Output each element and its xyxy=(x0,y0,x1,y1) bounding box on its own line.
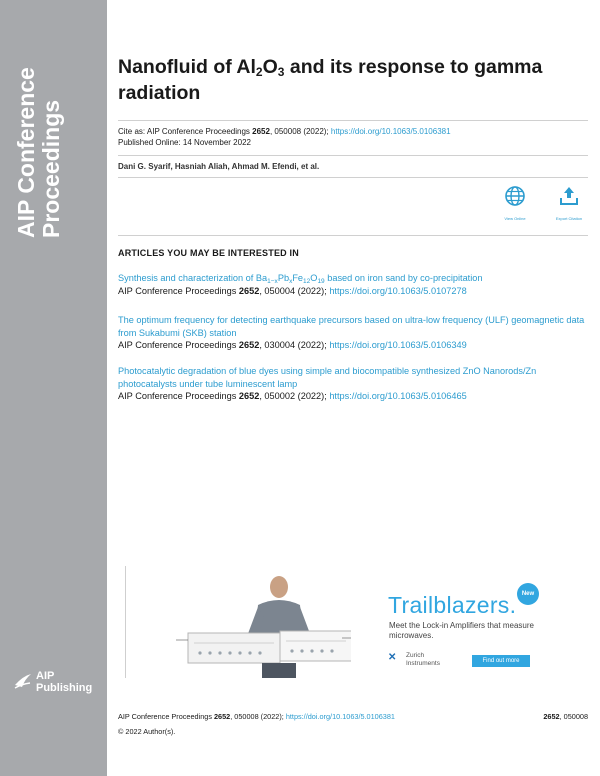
doi-link[interactable]: https://doi.org/10.1063/5.0107278 xyxy=(329,285,467,296)
related-articles-heading: ARTICLES YOU MAY BE INTERESTED IN xyxy=(118,248,299,258)
related-article xyxy=(118,365,588,403)
doi-link[interactable]: https://doi.org/10.1063/5.0106349 xyxy=(329,340,467,350)
cite-volume: 2652 xyxy=(252,127,270,136)
export-citation-label: Export Citation xyxy=(555,216,583,221)
divider xyxy=(118,155,588,156)
related-article xyxy=(118,314,588,352)
title-text-3: and its response to gamma radiation xyxy=(118,56,543,104)
view-online-label: View Online xyxy=(504,216,526,221)
doi-link[interactable]: https://doi.org/10.1063/5.0106465 xyxy=(329,391,467,401)
title-subscript: x xyxy=(289,278,293,285)
divider xyxy=(118,120,588,121)
title-text: Synthesis and characterization of Ba xyxy=(118,273,268,283)
related-article-citation xyxy=(118,339,588,352)
cite-prefix: AIP Conference Proceedings xyxy=(118,712,214,721)
cite-rest: , 050004 (2022); xyxy=(259,285,330,296)
title-text: based on iron sand by co-precipitation xyxy=(324,273,483,283)
related-article-title-link[interactable]: The optimum frequency for detecting earthquake precursors based on ultra-low frequency (ULF) geomagnetic data from Sukabumi (SKB) station xyxy=(118,315,585,338)
cite-prefix: AIP Conference Proceedings xyxy=(118,340,239,350)
cite-volume: 2652 xyxy=(214,712,231,721)
new-badge: New xyxy=(517,583,539,605)
title-text-1: Nanofluid of Al xyxy=(118,56,256,78)
aip-publishing-wordmark xyxy=(36,670,92,694)
related-article xyxy=(118,272,588,297)
page-footer xyxy=(118,712,588,721)
cite-prefix: AIP Conference Proceedings xyxy=(118,391,239,401)
related-article-title-link[interactable]: Photocatalytic degradation of blue dyes using simple and biocompatible synthesized ZnO Nanorods/Zn photocatalysts under tube luminescent lamp xyxy=(118,366,537,389)
page-volume: 2652 xyxy=(543,712,560,721)
view-online-button[interactable] xyxy=(495,185,535,221)
journal-name-line1: AIP Conference xyxy=(13,67,39,238)
cite-prefix: Cite as: AIP Conference Proceedings xyxy=(118,127,253,136)
zurich-instruments-x-icon: ✕ xyxy=(388,652,397,663)
aip-swoosh-icon xyxy=(14,672,32,690)
journal-sidebar xyxy=(0,0,107,776)
brand-line2: Instruments xyxy=(406,660,440,667)
export-icon xyxy=(558,185,580,207)
title-text: O xyxy=(310,273,318,283)
advertisement-banner[interactable] xyxy=(125,566,542,678)
cite-rest: , 050008 (2022); xyxy=(230,712,286,721)
ad-headline: Trailblazers. xyxy=(388,592,517,618)
ad-subtitle: Meet the Lock-in Amplifiers that measure microwaves. xyxy=(389,621,534,640)
cite-volume: 2652 xyxy=(238,340,260,350)
publisher-line2: Publishing xyxy=(36,682,93,694)
related-article-citation xyxy=(118,285,588,298)
copyright-notice: © 2022 Author(s). xyxy=(118,727,176,736)
page-rest: , 050008 xyxy=(559,712,588,721)
publisher-line1: AIP xyxy=(36,670,55,682)
divider xyxy=(118,177,588,178)
cite-rest: , 050002 (2022); xyxy=(259,391,330,401)
aip-publishing-logo[interactable] xyxy=(14,670,104,698)
export-citation-button[interactable] xyxy=(549,185,589,221)
doi-link[interactable]: https://doi.org/10.1063/5.0106381 xyxy=(330,127,451,136)
title-subscript: 1−x xyxy=(267,278,278,285)
citation-block xyxy=(118,126,588,148)
related-article-citation xyxy=(118,390,588,403)
journal-name xyxy=(14,18,64,238)
divider xyxy=(118,235,588,236)
cite-volume: 2652 xyxy=(238,391,260,401)
article-title xyxy=(118,54,578,106)
published-date: Published Online: 14 November 2022 xyxy=(118,138,251,147)
cite-rest: , 050008 (2022); xyxy=(269,127,331,136)
find-out-more-button[interactable]: Find out more xyxy=(472,655,530,667)
authors-line: Dani G. Syarif, Hasniah Aliah, Ahmad M. Efendi, et al. xyxy=(118,162,320,171)
title-text: Fe xyxy=(292,273,304,283)
doi-link[interactable]: https://doi.org/10.1063/5.0106381 xyxy=(285,712,395,721)
title-subscript: 19 xyxy=(317,278,325,285)
ad-person-photo xyxy=(176,571,351,678)
globe-icon xyxy=(504,185,526,207)
brand-line1: Zurich xyxy=(406,652,425,659)
cite-volume: 2652 xyxy=(238,285,260,296)
title-subscript-2: 3 xyxy=(277,65,285,79)
title-subscript: 12 xyxy=(303,278,311,285)
title-text-2: O xyxy=(262,56,278,78)
cite-rest: , 030004 (2022); xyxy=(259,340,330,350)
cite-prefix: AIP Conference Proceedings xyxy=(118,285,239,296)
title-text: Pb xyxy=(277,273,290,283)
title-subscript-1: 2 xyxy=(255,65,263,79)
related-article-title-link[interactable] xyxy=(118,272,588,285)
page-number xyxy=(543,712,588,721)
journal-name-line2: Proceedings xyxy=(38,99,64,238)
